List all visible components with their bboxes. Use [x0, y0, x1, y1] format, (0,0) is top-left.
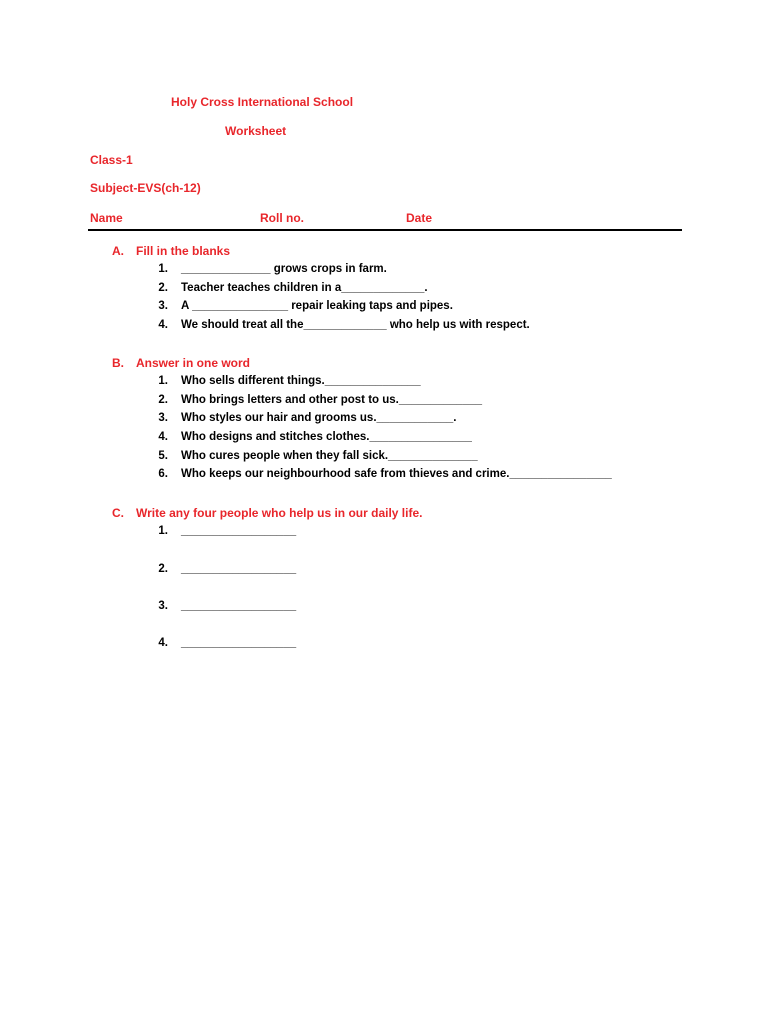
section-b-item-text: Who keeps our neighbourhood safe from thieves and crime.________________ [181, 468, 612, 480]
section-c-item-number: 3. [158, 600, 168, 612]
date-label: Date [406, 211, 433, 225]
section-c-answer-blank: __________________ [181, 525, 297, 537]
section-b-letter: B. [112, 356, 124, 370]
name-label: Name [90, 211, 123, 225]
section-c-title: Write any four people who help us in our daily life. [136, 506, 423, 520]
section-b-item-number: 3. [158, 412, 168, 424]
section-a-title: Fill in the blanks [136, 244, 231, 258]
section-b-item-number: 1. [158, 375, 168, 387]
section-a-item-text: A _______________ repair leaking taps and pipes. [181, 300, 453, 312]
section-c-answer-blank: __________________ [181, 563, 297, 575]
section-c-letter: C. [112, 506, 124, 520]
header-divider [88, 229, 682, 231]
section-c-answer-blank: __________________ [181, 600, 297, 612]
class-label: Class-1 [90, 153, 133, 167]
section-a-item-text: We should treat all the_____________ who help us with respect. [181, 319, 530, 331]
subject-label: Subject-EVS(ch-12) [90, 181, 201, 195]
section-b-item-number: 4. [158, 431, 168, 443]
section-b-item-text: Who brings letters and other post to us._____________ [181, 394, 483, 406]
section-a-item-number: 1. [158, 263, 168, 275]
section-b-item-text: Who styles our hair and grooms us.____________. [181, 412, 457, 424]
roll-no-label: Roll no. [260, 211, 304, 225]
section-b-item-number: 5. [158, 450, 168, 462]
section-b-item-text: Who cures people when they fall sick.______________ [181, 450, 478, 462]
section-b-item-number: 2. [158, 394, 168, 406]
worksheet-title: Worksheet [225, 124, 287, 138]
section-b-item-text: Who sells different things._______________ [181, 375, 421, 387]
section-a-item-number: 2. [158, 282, 168, 294]
section-a-item-text: ______________ grows crops in farm. [181, 263, 387, 275]
section-a-item-number: 4. [158, 319, 168, 331]
section-c-item-number: 1. [158, 525, 168, 537]
section-a-item-text: Teacher teaches children in a_____________. [181, 282, 428, 294]
section-b-title: Answer in one word [136, 356, 251, 370]
section-c-item-number: 4. [158, 637, 168, 649]
school-name: Holy Cross International School [171, 95, 354, 109]
section-c-answer-blank: __________________ [181, 637, 297, 649]
section-a-letter: A. [112, 244, 124, 258]
section-b-item-number: 6. [158, 468, 168, 480]
section-c-item-number: 2. [158, 563, 168, 575]
section-b-item-text: Who designs and stitches clothes.________________ [181, 431, 472, 443]
section-a-item-number: 3. [158, 300, 168, 312]
